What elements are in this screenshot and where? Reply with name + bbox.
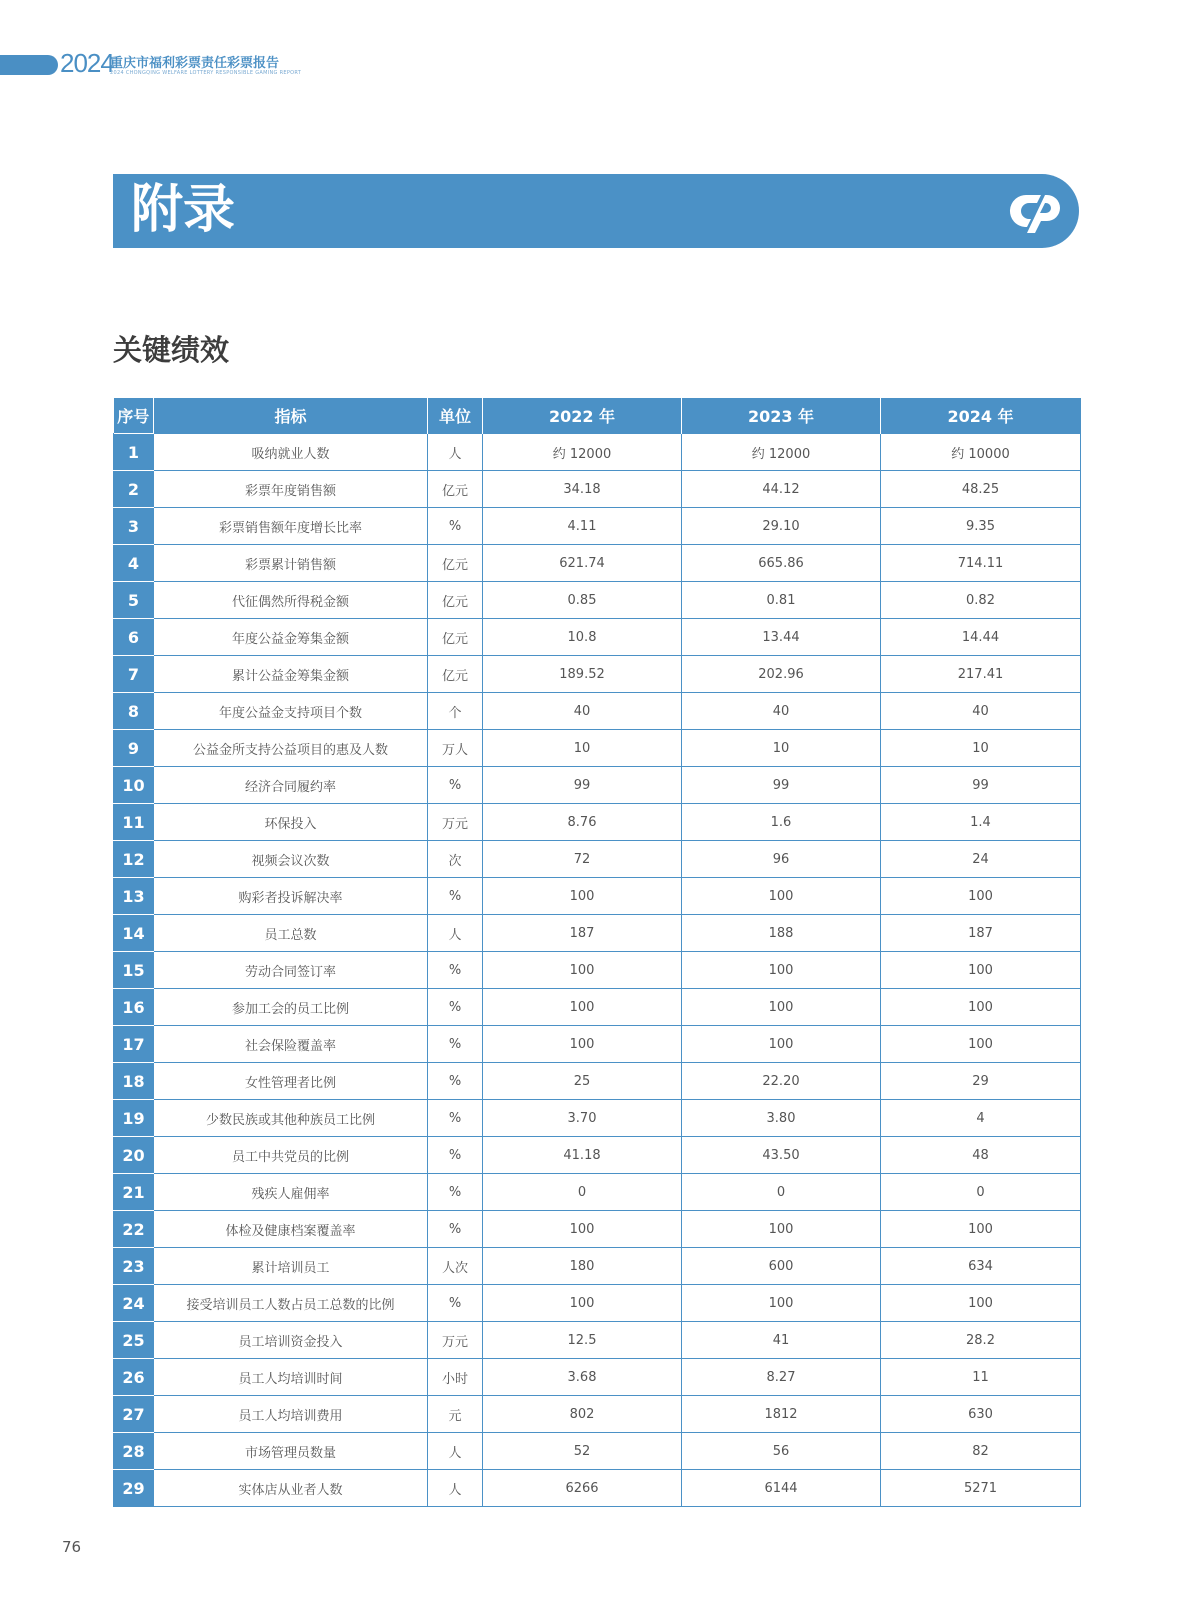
- value-2022: 0.85: [483, 582, 682, 619]
- row-index: 28: [114, 1433, 154, 1470]
- value-2024: 9.35: [881, 508, 1081, 545]
- value-2022: 100: [483, 1285, 682, 1322]
- value-2024: 28.2: [881, 1322, 1081, 1359]
- table-row: [114, 1285, 1081, 1322]
- indicator-name: 环保投入: [154, 804, 428, 841]
- value-2024: 100: [881, 952, 1081, 989]
- unit: 人: [428, 915, 483, 952]
- table-row: [114, 545, 1081, 582]
- row-index: 9: [114, 730, 154, 767]
- value-2023: 40: [682, 693, 881, 730]
- value-2022: 40: [483, 693, 682, 730]
- table-row: [114, 1396, 1081, 1433]
- value-2023: 22.20: [682, 1063, 881, 1100]
- value-2023: 43.50: [682, 1137, 881, 1174]
- row-index: 4: [114, 545, 154, 582]
- value-2022: 621.74: [483, 545, 682, 582]
- value-2024: 0: [881, 1174, 1081, 1211]
- unit: 亿元: [428, 545, 483, 582]
- header-2022: 2022 年: [483, 398, 682, 434]
- value-2023: 6144: [682, 1470, 881, 1507]
- value-2022: 52: [483, 1433, 682, 1470]
- row-index: 21: [114, 1174, 154, 1211]
- value-2024: 100: [881, 1285, 1081, 1322]
- value-2024: 100: [881, 878, 1081, 915]
- unit: %: [428, 1285, 483, 1322]
- indicator-name: 经济合同履约率: [154, 767, 428, 804]
- value-2022: 0: [483, 1174, 682, 1211]
- value-2024: 187: [881, 915, 1081, 952]
- value-2023: 188: [682, 915, 881, 952]
- value-2022: 72: [483, 841, 682, 878]
- unit: %: [428, 1174, 483, 1211]
- indicator-name: 员工中共党员的比例: [154, 1137, 428, 1174]
- table-row: [114, 1137, 1081, 1174]
- unit: 人次: [428, 1248, 483, 1285]
- row-index: 7: [114, 656, 154, 693]
- cwl-logo-icon: [1007, 187, 1065, 235]
- indicator-name: 累计公益金筹集金额: [154, 656, 428, 693]
- value-2022: 34.18: [483, 471, 682, 508]
- value-2022: 4.11: [483, 508, 682, 545]
- value-2022: 3.68: [483, 1359, 682, 1396]
- indicator-name: 员工人均培训费用: [154, 1396, 428, 1433]
- value-2024: 1.4: [881, 804, 1081, 841]
- indicator-name: 女性管理者比例: [154, 1063, 428, 1100]
- unit: 人: [428, 1433, 483, 1470]
- indicator-name: 彩票销售额年度增长比率: [154, 508, 428, 545]
- value-2022: 180: [483, 1248, 682, 1285]
- indicator-name: 员工人均培训时间: [154, 1359, 428, 1396]
- value-2024: 0.82: [881, 582, 1081, 619]
- value-2024: 100: [881, 1026, 1081, 1063]
- row-index: 19: [114, 1100, 154, 1137]
- unit: %: [428, 1026, 483, 1063]
- table-row: [114, 693, 1081, 730]
- value-2024: 29: [881, 1063, 1081, 1100]
- table-row: [114, 471, 1081, 508]
- table-row: [114, 1248, 1081, 1285]
- table-row: [114, 1322, 1081, 1359]
- indicator-name: 彩票年度销售额: [154, 471, 428, 508]
- value-2023: 56: [682, 1433, 881, 1470]
- value-2022: 100: [483, 952, 682, 989]
- unit: 万人: [428, 730, 483, 767]
- unit: %: [428, 1211, 483, 1248]
- value-2022: 25: [483, 1063, 682, 1100]
- table-row: [114, 989, 1081, 1026]
- value-2023: 8.27: [682, 1359, 881, 1396]
- row-index: 18: [114, 1063, 154, 1100]
- value-2024: 82: [881, 1433, 1081, 1470]
- row-index: 27: [114, 1396, 154, 1433]
- unit: 小时: [428, 1359, 483, 1396]
- indicator-name: 公益金所支持公益项目的惠及人数: [154, 730, 428, 767]
- row-index: 14: [114, 915, 154, 952]
- table-row: [114, 1174, 1081, 1211]
- value-2024: 40: [881, 693, 1081, 730]
- value-2023: 100: [682, 952, 881, 989]
- unit: %: [428, 1137, 483, 1174]
- header-accent-bar: [0, 55, 58, 75]
- table-row: [114, 434, 1081, 471]
- row-index: 5: [114, 582, 154, 619]
- indicator-name: 彩票累计销售额: [154, 545, 428, 582]
- table-body: [114, 434, 1081, 1507]
- header-year: 2024: [60, 48, 114, 78]
- value-2024: 11: [881, 1359, 1081, 1396]
- row-index: 23: [114, 1248, 154, 1285]
- value-2022: 10.8: [483, 619, 682, 656]
- value-2024: 100: [881, 1211, 1081, 1248]
- value-2022: 12.5: [483, 1322, 682, 1359]
- value-2022: 3.70: [483, 1100, 682, 1137]
- indicator-name: 劳动合同签订率: [154, 952, 428, 989]
- unit: 人: [428, 1470, 483, 1507]
- indicator-name: 残疾人雇佣率: [154, 1174, 428, 1211]
- unit: %: [428, 989, 483, 1026]
- value-2023: 99: [682, 767, 881, 804]
- value-2022: 100: [483, 1211, 682, 1248]
- table-row: [114, 878, 1081, 915]
- header-2023: 2023 年: [682, 398, 881, 434]
- unit: 元: [428, 1396, 483, 1433]
- indicator-name: 实体店从业者人数: [154, 1470, 428, 1507]
- unit: 亿元: [428, 619, 483, 656]
- table-row: [114, 1359, 1081, 1396]
- table-header-row: [114, 398, 1081, 434]
- indicator-name: 代征偶然所得税金额: [154, 582, 428, 619]
- section-title: 关键绩效: [113, 333, 230, 367]
- indicator-name: 视频会议次数: [154, 841, 428, 878]
- value-2024: 100: [881, 989, 1081, 1026]
- row-index: 24: [114, 1285, 154, 1322]
- row-index: 25: [114, 1322, 154, 1359]
- value-2023: 665.86: [682, 545, 881, 582]
- value-2024: 4: [881, 1100, 1081, 1137]
- unit: %: [428, 1063, 483, 1100]
- value-2022: 99: [483, 767, 682, 804]
- value-2024: 48.25: [881, 471, 1081, 508]
- row-index: 26: [114, 1359, 154, 1396]
- table-row: [114, 1100, 1081, 1137]
- row-index: 10: [114, 767, 154, 804]
- value-2023: 10: [682, 730, 881, 767]
- header-index: 序号: [114, 398, 154, 434]
- unit: %: [428, 767, 483, 804]
- indicator-name: 购彩者投诉解决率: [154, 878, 428, 915]
- table-row: [114, 656, 1081, 693]
- indicator-name: 年度公益金支持项目个数: [154, 693, 428, 730]
- table-row: [114, 1433, 1081, 1470]
- banner-title: 附录: [131, 180, 236, 240]
- table-row: [114, 1063, 1081, 1100]
- value-2023: 约 12000: [682, 434, 881, 471]
- appendix-banner: [113, 174, 1079, 248]
- indicator-name: 累计培训员工: [154, 1248, 428, 1285]
- value-2023: 100: [682, 989, 881, 1026]
- unit: %: [428, 508, 483, 545]
- value-2023: 202.96: [682, 656, 881, 693]
- row-index: 1: [114, 434, 154, 471]
- value-2022: 约 12000: [483, 434, 682, 471]
- unit: 亿元: [428, 582, 483, 619]
- key-performance-table: [113, 398, 1081, 1507]
- row-index: 16: [114, 989, 154, 1026]
- table-row: [114, 1211, 1081, 1248]
- value-2023: 44.12: [682, 471, 881, 508]
- unit: 个: [428, 693, 483, 730]
- table-row: [114, 804, 1081, 841]
- value-2023: 600: [682, 1248, 881, 1285]
- value-2024: 217.41: [881, 656, 1081, 693]
- row-index: 3: [114, 508, 154, 545]
- value-2022: 100: [483, 1026, 682, 1063]
- value-2024: 714.11: [881, 545, 1081, 582]
- value-2023: 100: [682, 1211, 881, 1248]
- value-2022: 802: [483, 1396, 682, 1433]
- table-row: [114, 915, 1081, 952]
- unit: %: [428, 878, 483, 915]
- value-2024: 630: [881, 1396, 1081, 1433]
- value-2023: 41: [682, 1322, 881, 1359]
- indicator-name: 市场管理员数量: [154, 1433, 428, 1470]
- table-row: [114, 508, 1081, 545]
- table-row: [114, 841, 1081, 878]
- indicator-name: 吸纳就业人数: [154, 434, 428, 471]
- indicator-name: 少数民族或其他种族员工比例: [154, 1100, 428, 1137]
- value-2022: 41.18: [483, 1137, 682, 1174]
- value-2024: 48: [881, 1137, 1081, 1174]
- value-2022: 189.52: [483, 656, 682, 693]
- unit: %: [428, 952, 483, 989]
- value-2023: 0.81: [682, 582, 881, 619]
- unit: 万元: [428, 1322, 483, 1359]
- table-row: [114, 582, 1081, 619]
- indicator-name: 体检及健康档案覆盖率: [154, 1211, 428, 1248]
- value-2023: 3.80: [682, 1100, 881, 1137]
- value-2024: 99: [881, 767, 1081, 804]
- value-2023: 29.10: [682, 508, 881, 545]
- row-index: 15: [114, 952, 154, 989]
- value-2022: 6266: [483, 1470, 682, 1507]
- value-2022: 100: [483, 989, 682, 1026]
- indicator-name: 接受培训员工人数占员工总数的比例: [154, 1285, 428, 1322]
- unit: %: [428, 1100, 483, 1137]
- indicator-name: 年度公益金筹集金额: [154, 619, 428, 656]
- header-title: 重庆市福利彩票责任彩票报告: [110, 56, 280, 71]
- unit: 亿元: [428, 656, 483, 693]
- indicator-name: 社会保险覆盖率: [154, 1026, 428, 1063]
- page-number: 76: [62, 1538, 82, 1556]
- row-index: 6: [114, 619, 154, 656]
- value-2024: 24: [881, 841, 1081, 878]
- value-2024: 14.44: [881, 619, 1081, 656]
- value-2022: 100: [483, 878, 682, 915]
- row-index: 17: [114, 1026, 154, 1063]
- value-2023: 0: [682, 1174, 881, 1211]
- table-row: [114, 730, 1081, 767]
- value-2024: 约 10000: [881, 434, 1081, 471]
- indicator-name: 参加工会的员工比例: [154, 989, 428, 1026]
- value-2023: 100: [682, 1285, 881, 1322]
- indicator-name: 员工培训资金投入: [154, 1322, 428, 1359]
- value-2023: 100: [682, 878, 881, 915]
- table-row: [114, 952, 1081, 989]
- row-index: 29: [114, 1470, 154, 1507]
- unit: 亿元: [428, 471, 483, 508]
- row-index: 13: [114, 878, 154, 915]
- value-2024: 634: [881, 1248, 1081, 1285]
- header-indicator: 指标: [154, 398, 428, 434]
- row-index: 8: [114, 693, 154, 730]
- value-2023: 1.6: [682, 804, 881, 841]
- row-index: 20: [114, 1137, 154, 1174]
- value-2022: 8.76: [483, 804, 682, 841]
- value-2022: 187: [483, 915, 682, 952]
- table-row: [114, 767, 1081, 804]
- row-index: 12: [114, 841, 154, 878]
- unit: 人: [428, 434, 483, 471]
- header-subtitle: 2024 CHONGQING WELFARE LOTTERY RESPONSIBLE GAMING REPORT: [110, 70, 302, 76]
- table-row: [114, 1026, 1081, 1063]
- value-2024: 5271: [881, 1470, 1081, 1507]
- table-row: [114, 1470, 1081, 1507]
- header-unit: 单位: [428, 398, 483, 434]
- indicator-name: 员工总数: [154, 915, 428, 952]
- row-index: 2: [114, 471, 154, 508]
- unit: 万元: [428, 804, 483, 841]
- value-2023: 96: [682, 841, 881, 878]
- value-2024: 10: [881, 730, 1081, 767]
- value-2023: 100: [682, 1026, 881, 1063]
- table-row: [114, 619, 1081, 656]
- unit: 次: [428, 841, 483, 878]
- value-2023: 1812: [682, 1396, 881, 1433]
- value-2023: 13.44: [682, 619, 881, 656]
- row-index: 11: [114, 804, 154, 841]
- value-2022: 10: [483, 730, 682, 767]
- header-2024: 2024 年: [881, 398, 1081, 434]
- row-index: 22: [114, 1211, 154, 1248]
